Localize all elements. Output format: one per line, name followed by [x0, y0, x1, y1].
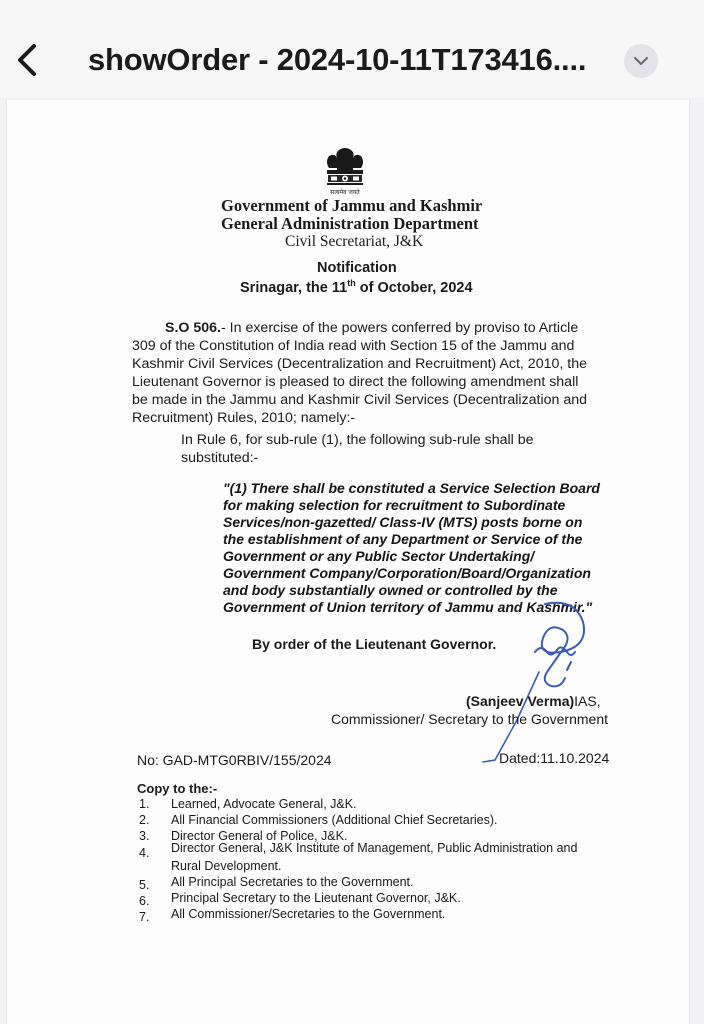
back-button[interactable] — [12, 40, 46, 80]
reference-number: No: GAD-MTG0RBIV/155/2024 — [137, 752, 332, 768]
list-item-number: 3. — [139, 829, 150, 843]
list-item: All Commissioner/Secretaries to the Government. — [171, 907, 446, 921]
chevron-left-icon — [12, 40, 46, 80]
document-page — [6, 100, 690, 1024]
signatory-name: (Sanjeev Verma) — [466, 693, 575, 709]
list-item-continuation: Rural Development. — [171, 859, 282, 873]
place-date-line — [240, 278, 473, 296]
paragraph-line: be made in the Jammu and Kashmir Civil Services (Decentralization and — [132, 392, 587, 408]
list-item-number: 2. — [139, 813, 150, 827]
quote-line: Government Company/Corporation/Board/Organization — [223, 565, 591, 581]
signature — [477, 600, 627, 880]
issue-date: Dated:11.10.2024 — [499, 750, 610, 766]
signatory-suffix: IAS, — [574, 693, 601, 709]
list-item-number: 1. — [139, 797, 150, 811]
list-item-number: 6. — [139, 894, 150, 908]
list-item-number: 4. — [139, 846, 150, 860]
quote-line: for making selection for recruitment to Subordinate — [223, 497, 566, 513]
quote-line: Government or any Public Sector Undertaking/ — [223, 548, 535, 564]
list-item: Learned, Advocate General, J&K. — [171, 797, 357, 811]
list-item: Director General of Police, J&K. — [171, 829, 348, 843]
department-name: General Administration Department — [221, 214, 479, 233]
document-title: showOrder - 2024-10-11T173416.... — [88, 42, 587, 77]
signatory-name-line — [466, 693, 601, 709]
paragraph-line-text: - In exercise of the powers conferred by proviso to Article — [221, 320, 579, 336]
chevron-down-icon — [633, 55, 649, 67]
paragraph-line: Recruitment) Rules, 2010; namely:- — [132, 410, 356, 426]
office-address: Civil Secretariat, J&K — [285, 233, 424, 250]
copy-to-heading: Copy to the:- — [137, 781, 218, 796]
list-item: Principal Secretary to the Lieutenant Governor, J&K. — [171, 891, 461, 905]
emblem-caption: सत्यमेव जयते — [330, 189, 360, 196]
title-menu-button[interactable] — [624, 44, 658, 78]
quote-line: and body substantially owned or controlled by the — [223, 582, 558, 598]
top-bar — [0, 0, 704, 98]
so-number: S.O 506. — [165, 320, 221, 336]
notification-heading: Notification — [317, 260, 397, 276]
by-order-line: By order of the Lieutenant Governor. — [252, 636, 497, 652]
paragraph-line: In Rule 6, for sub-rule (1), the following sub-rule shall be — [181, 432, 534, 448]
quote-line: "(1) There shall be constituted a Service Selection Board — [223, 480, 600, 496]
list-item: Director General, J&K Institute of Management, Public Administration and — [171, 841, 578, 855]
list-item-number: 7. — [139, 910, 150, 924]
paragraph-line — [165, 320, 578, 336]
list-item-number: 5. — [139, 878, 150, 892]
paragraph-line: 309 of the Constitution of India read with Section 15 of the Jammu and — [132, 338, 575, 354]
list-item: All Financial Commissioners (Additional Chief Secretaries). — [171, 813, 498, 827]
quote-line: Services/non-gazetted/ Class-IV (MTS) posts borne on — [223, 514, 583, 530]
org-name: Government of Jammu and Kashmir — [221, 196, 483, 215]
signatory-title: Commissioner/ Secretary to the Government — [331, 711, 608, 727]
list-item: All Principal Secretaries to the Government. — [171, 875, 414, 889]
paragraph-line: Lieutenant Governor is pleased to direct the following amendment shall — [132, 374, 579, 390]
quote-line: the establishment of any Department or Service of the — [223, 531, 583, 547]
place-date-prefix: Srinagar, the 11 — [240, 279, 348, 296]
paragraph-line: substituted:- — [181, 450, 259, 466]
place-date-suffix: of October, 2024 — [355, 279, 473, 296]
paragraph-line: Kashmir Civil Services (Decentralization and Recruitment) Act, 2010, the — [132, 356, 587, 372]
place-date-sup: th — [347, 278, 356, 288]
quote-line: Government of Union territory of Jammu and Kashmir." — [223, 599, 593, 615]
